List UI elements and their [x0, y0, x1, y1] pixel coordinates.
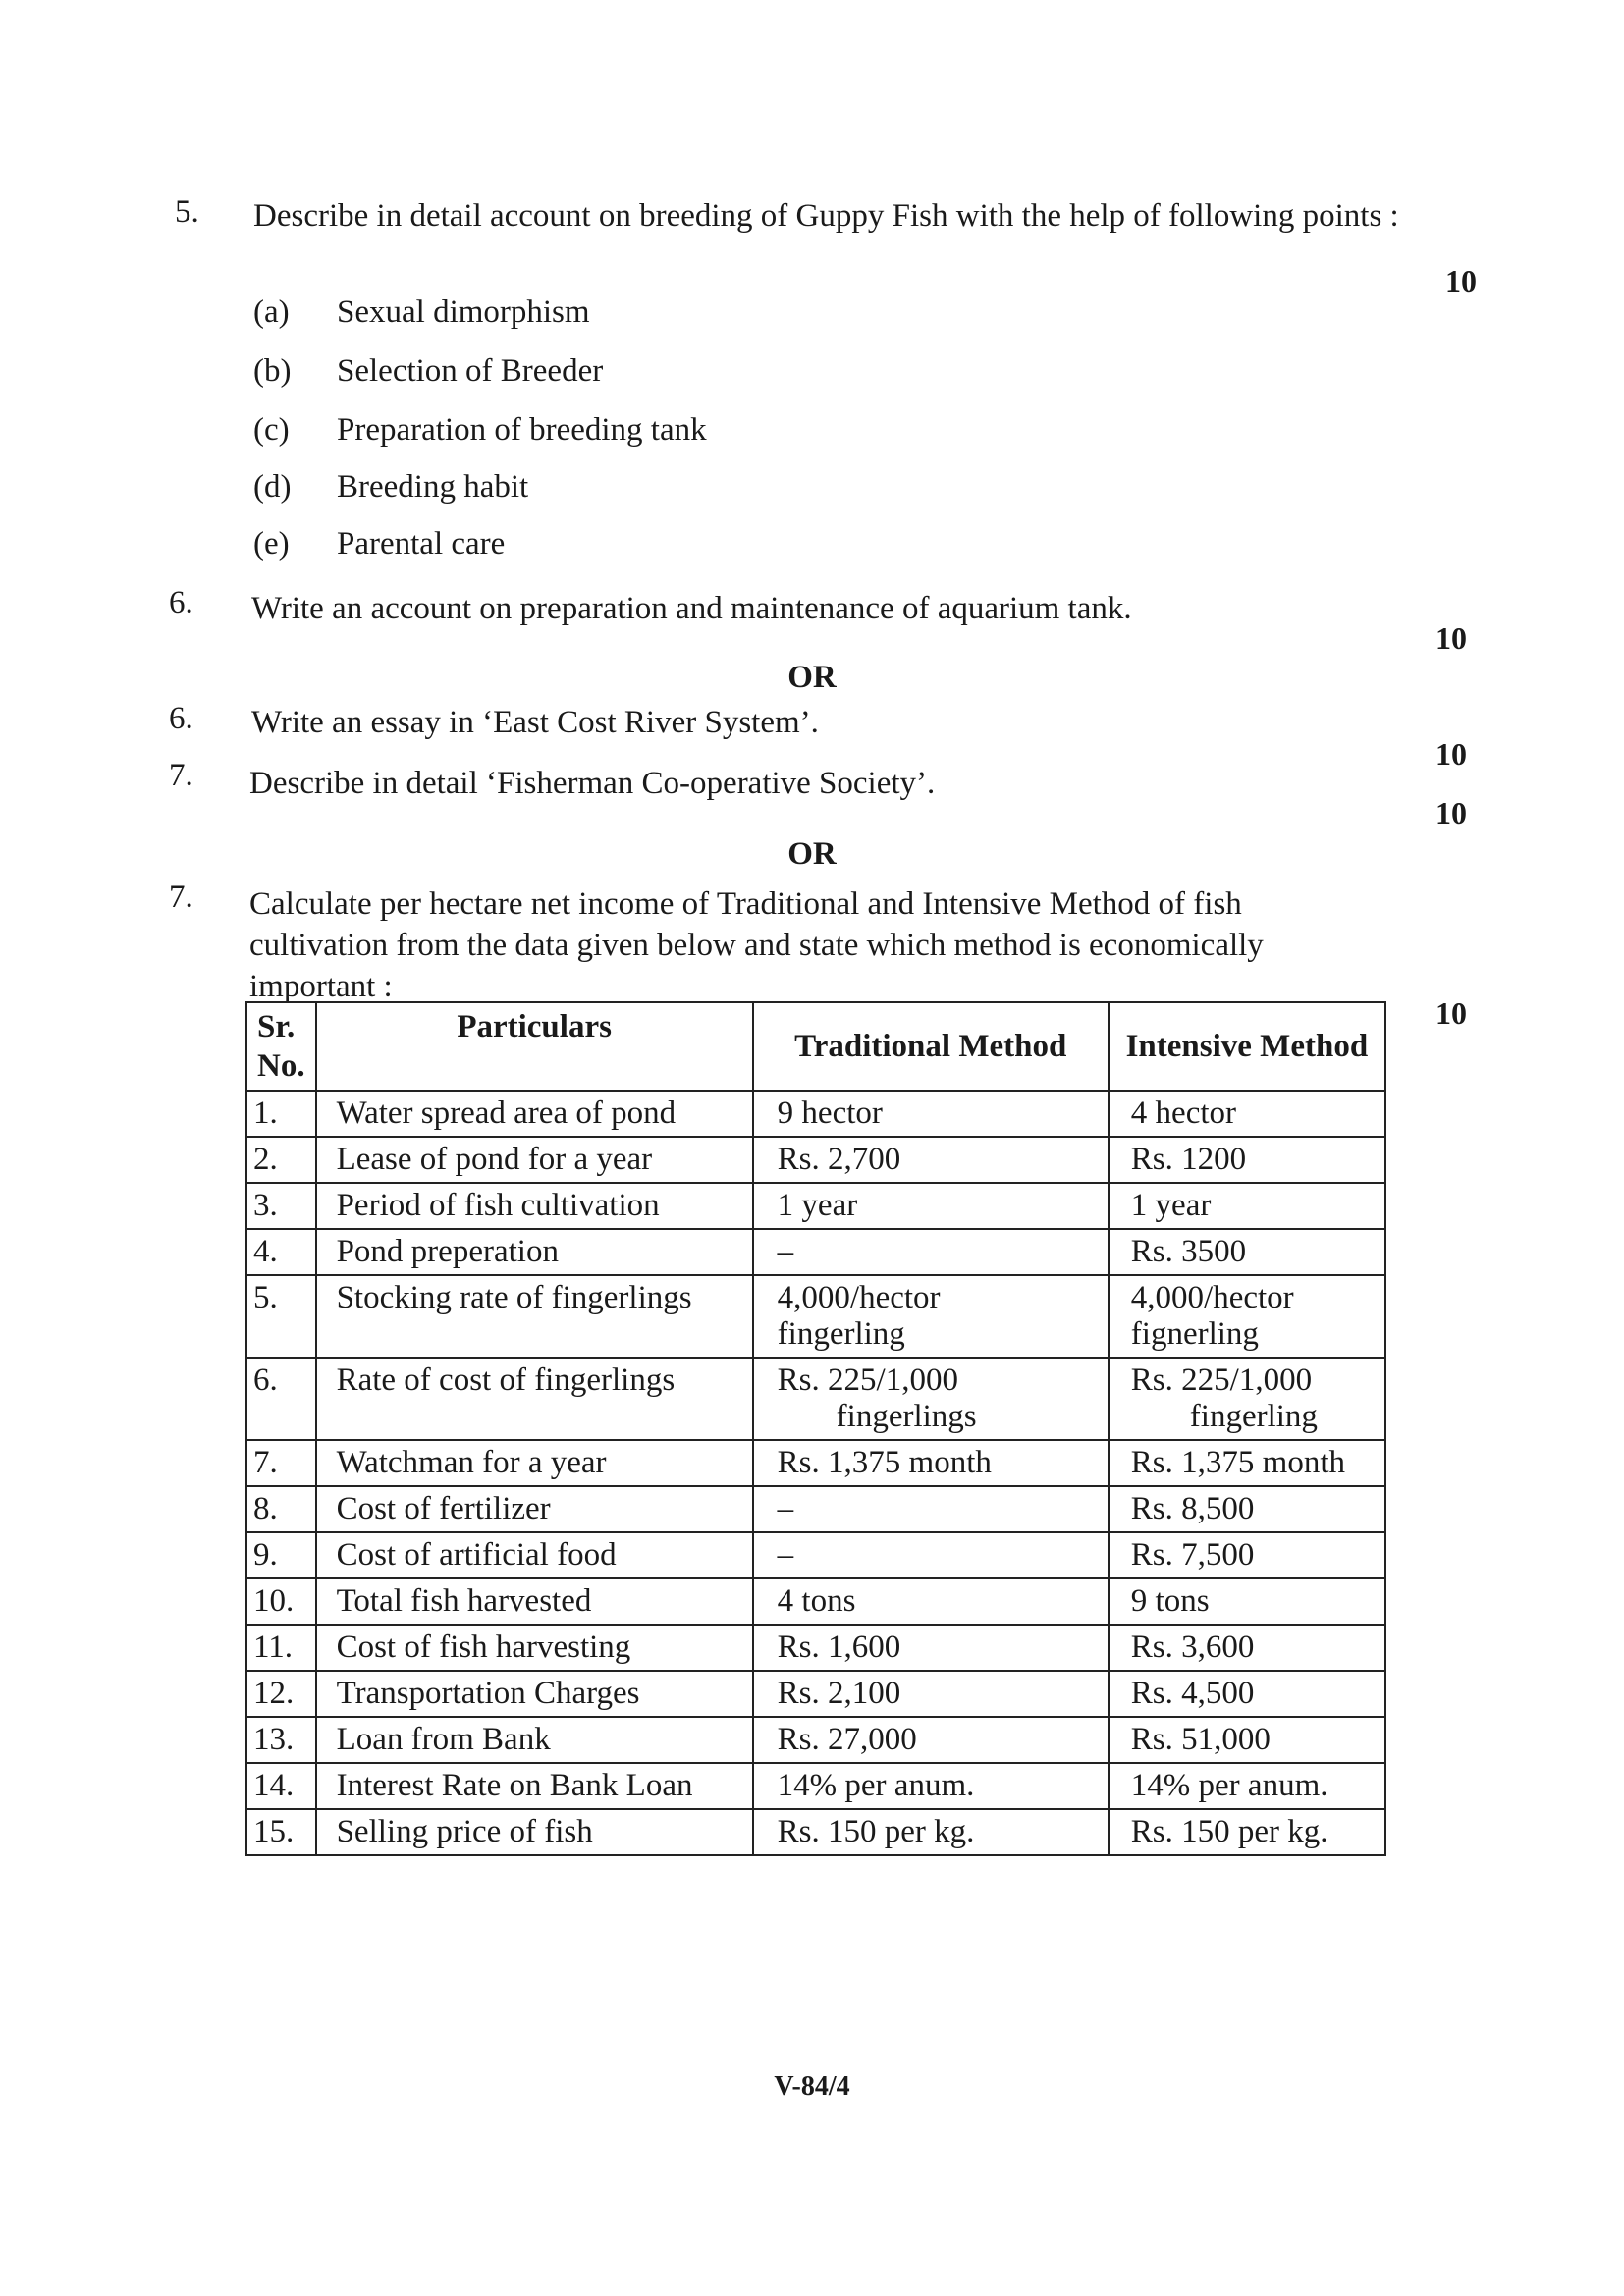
row-intensive: Rs. 4,500: [1109, 1671, 1385, 1717]
row-particular: Period of fish cultivation: [316, 1183, 753, 1229]
row-particular: Lease of pond for a year: [316, 1137, 753, 1183]
row-intensive: Rs. 3,600: [1109, 1625, 1385, 1671]
q5-point-e-label: (e): [253, 526, 290, 561]
table-row: [246, 1440, 1385, 1486]
header-sr-no: Sr. No.: [246, 1002, 316, 1091]
row-sr: 10.: [246, 1578, 316, 1625]
row-particular: Transportation Charges: [316, 1671, 753, 1717]
row-intensive: Rs. 150 per kg.: [1109, 1809, 1385, 1855]
row-traditional: Rs. 27,000: [753, 1717, 1109, 1763]
header-traditional: Traditional Method: [753, 1002, 1109, 1091]
row-sr: 13.: [246, 1717, 316, 1763]
q5-point-e: [253, 526, 505, 562]
q5-point-d-label: (d): [253, 469, 292, 505]
q7a-marks: 10: [1435, 795, 1467, 830]
q7b-number: 7.: [169, 880, 193, 915]
row-traditional: Rs. 1,600: [753, 1625, 1109, 1671]
header-intensive: Intensive Method: [1109, 1002, 1385, 1091]
table-header-row: [246, 1002, 1385, 1091]
row-particular: Interest Rate on Bank Loan: [316, 1763, 753, 1809]
q5-point-a: [253, 294, 590, 331]
q6b-text: Write an essay in ‘East Cost River System’.: [251, 705, 819, 740]
row-intensive: Rs. 1200: [1109, 1137, 1385, 1183]
header-particulars: Particulars: [316, 1002, 753, 1091]
row-traditional: 1 year: [753, 1183, 1109, 1229]
fish-cultivation-table: [245, 1001, 1386, 1856]
table-row: [246, 1091, 1385, 1137]
q5-point-d-text: Breeding habit: [337, 469, 529, 505]
row-intensive: Rs. 51,000: [1109, 1717, 1385, 1763]
row-particular: Stocking rate of fingerlings: [316, 1275, 753, 1358]
q5-point-a-label: (a): [253, 294, 290, 330]
q5-point-c-text: Preparation of breeding tank: [337, 412, 707, 448]
table-row: [246, 1183, 1385, 1229]
row-sr: 15.: [246, 1809, 316, 1855]
or-separator-1: OR: [787, 660, 837, 695]
q7b-marks: 10: [1435, 995, 1467, 1031]
row-particular: Cost of fish harvesting: [316, 1625, 753, 1671]
table-row: [246, 1809, 1385, 1855]
row-traditional: Rs. 1,375 month: [753, 1440, 1109, 1486]
row-traditional: [753, 1358, 1109, 1440]
q5-point-b: [253, 353, 603, 390]
table-row: [246, 1763, 1385, 1809]
q6a-marks: 10: [1435, 620, 1467, 656]
row-intensive-line-2: fingerling: [1189, 1399, 1318, 1434]
q7a-text: Describe in detail ‘Fisherman Co-operative Society’.: [249, 766, 936, 801]
table-row: [246, 1717, 1385, 1763]
row-traditional: Rs. 2,100: [753, 1671, 1109, 1717]
row-traditional: [753, 1275, 1109, 1358]
row-intensive: Rs. 3500: [1109, 1229, 1385, 1275]
row-intensive: 9 tons: [1109, 1578, 1385, 1625]
table-row: [246, 1137, 1385, 1183]
table-row: [246, 1671, 1385, 1717]
row-particular: Loan from Bank: [316, 1717, 753, 1763]
row-traditional-line-1: 4,000/hector: [777, 1280, 941, 1315]
q6a-text: Write an account on preparation and maintenance of aquarium tank.: [251, 591, 1132, 626]
row-intensive: Rs. 7,500: [1109, 1532, 1385, 1578]
q5-point-b-text: Selection of Breeder: [337, 353, 604, 389]
row-traditional: 9 hector: [753, 1091, 1109, 1137]
q5-marks: 10: [1445, 263, 1477, 298]
q7b-line-1: Calculate per hectare net income of Traditional and Intensive Method of fish: [249, 886, 1242, 922]
row-traditional: 14% per anum.: [753, 1763, 1109, 1809]
row-sr: 11.: [246, 1625, 316, 1671]
row-sr: 5.: [246, 1275, 316, 1358]
q5-point-e-text: Parental care: [337, 526, 506, 561]
row-intensive: 14% per anum.: [1109, 1763, 1385, 1809]
q5-point-b-label: (b): [253, 353, 292, 389]
q5-number: 5.: [175, 194, 199, 230]
row-intensive-line-1: 4,000/hector: [1130, 1280, 1294, 1315]
table-row: [246, 1229, 1385, 1275]
row-intensive-line-1: Rs. 225/1,000: [1130, 1362, 1313, 1398]
q7b-line-3: important :: [249, 969, 393, 1004]
row-particular: Cost of fertilizer: [316, 1486, 753, 1532]
row-particular: Water spread area of pond: [316, 1091, 753, 1137]
row-sr: 7.: [246, 1440, 316, 1486]
q6b-marks: 10: [1435, 736, 1467, 772]
row-intensive: 4 hector: [1109, 1091, 1385, 1137]
row-particular: Selling price of fish: [316, 1809, 753, 1855]
row-sr: 4.: [246, 1229, 316, 1275]
row-intensive: 1 year: [1109, 1183, 1385, 1229]
table-row: [246, 1532, 1385, 1578]
row-sr: 3.: [246, 1183, 316, 1229]
row-particular: Total fish harvested: [316, 1578, 753, 1625]
q6b-number: 6.: [169, 701, 193, 736]
row-traditional: –: [753, 1229, 1109, 1275]
or-separator-2: OR: [787, 836, 837, 872]
row-sr: 12.: [246, 1671, 316, 1717]
row-traditional: 4 tons: [753, 1578, 1109, 1625]
q6a-number: 6.: [169, 585, 193, 620]
q7b-line-2: cultivation from the data given below and state which method is economically: [249, 928, 1264, 963]
row-traditional: Rs. 150 per kg.: [753, 1809, 1109, 1855]
q5-point-c: [253, 412, 707, 449]
row-intensive: Rs. 1,375 month: [1109, 1440, 1385, 1486]
row-traditional-line-2: fingerling: [777, 1316, 905, 1352]
table-row: [246, 1578, 1385, 1625]
q5-text: Describe in detail account on breeding of Guppy Fish with the help of following points :: [253, 198, 1399, 234]
row-sr: 6.: [246, 1358, 316, 1440]
row-intensive: [1109, 1358, 1385, 1440]
table-row: [246, 1358, 1385, 1440]
row-sr: 1.: [246, 1091, 316, 1137]
q5-point-a-text: Sexual dimorphism: [337, 294, 590, 330]
row-traditional-line-2: fingerlings: [836, 1399, 977, 1434]
row-traditional: Rs. 2,700: [753, 1137, 1109, 1183]
row-traditional: –: [753, 1486, 1109, 1532]
row-intensive: [1109, 1275, 1385, 1358]
table-row: [246, 1486, 1385, 1532]
table-row: [246, 1275, 1385, 1358]
q5-point-d: [253, 469, 528, 506]
row-sr: 9.: [246, 1532, 316, 1578]
q7b-text: [249, 883, 1398, 1007]
q7a-number: 7.: [169, 758, 193, 793]
row-sr: 8.: [246, 1486, 316, 1532]
row-sr: 2.: [246, 1137, 316, 1183]
page-footer-code: V-84/4: [774, 2071, 850, 2102]
row-traditional-line-1: Rs. 225/1,000: [777, 1362, 958, 1398]
q5-point-c-label: (c): [253, 412, 290, 448]
row-traditional: –: [753, 1532, 1109, 1578]
row-intensive-line-2: fignerling: [1130, 1316, 1259, 1352]
row-particular: Cost of artificial food: [316, 1532, 753, 1578]
row-intensive: Rs. 8,500: [1109, 1486, 1385, 1532]
row-particular: Pond preperation: [316, 1229, 753, 1275]
table-row: [246, 1625, 1385, 1671]
row-sr: 14.: [246, 1763, 316, 1809]
row-particular: Rate of cost of fingerlings: [316, 1358, 753, 1440]
row-particular: Watchman for a year: [316, 1440, 753, 1486]
